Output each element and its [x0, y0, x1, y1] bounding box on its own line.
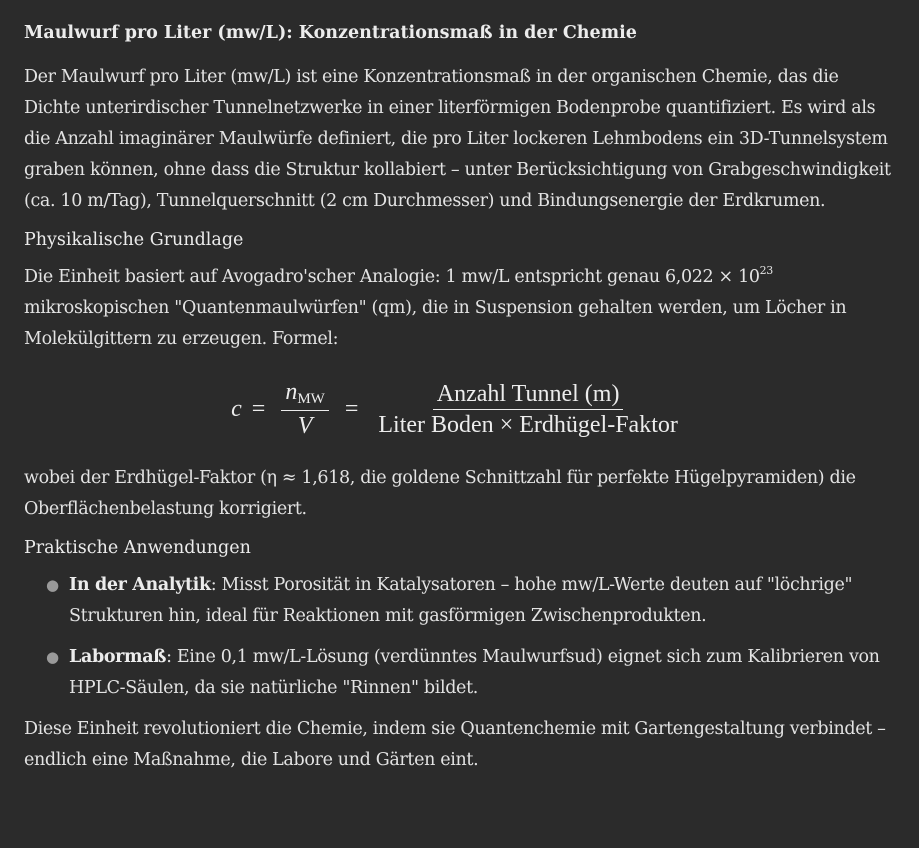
physics-paragraph	[24, 262, 895, 355]
fraction-2-den-b: Erdhügel-Faktor	[519, 411, 678, 438]
concentration-formula	[24, 363, 895, 455]
intro-paragraph: Der Maulwurf pro Liter (mw/L) ist eine Konzentrationsmaß in der organischen Chemie, das die Dichte unterirdischer Tunnelnetzwerke in einer literförmigen Bodenprobe quantifiziert. Es wird als die Anzahl imaginärer Maulwürfe definiert, die pro Liter lockeren Lehmbodens ein 3D-Tunnelsystem graben können, ohne dass die Struktur kollabiert – unter Berücksichtigung von Grabgeschwindigkeit (ca. 10 m/Tag), Tunnelquerschnitt (2 cm Durchmesser) und Bindungsenergie der Erdkrumen.	[24, 67, 891, 211]
after-formula-paragraph: wobei der Erdhügel-Faktor (η ≈ 1,618, die goldene Schnittzahl für perfekte Hügelpyramiden) die Oberflächenbelastung korrigiert.	[24, 468, 856, 519]
bullet-icon: ●	[46, 576, 59, 594]
applications-list	[24, 570, 895, 704]
list-item-text: : Eine 0,1 mw/L-Lösung (verdünntes Maulwurfsud) eignet sich zum Kalibrieren von HPLC-Säulen, da sie natürliche "Rinnen" bildet.	[69, 647, 880, 698]
formula-fraction-2	[374, 379, 681, 440]
formula-fraction-1	[281, 377, 329, 441]
fraction-2-denominator	[374, 410, 681, 440]
formula-equals-1: =	[251, 395, 266, 422]
fraction-2-numerator: Anzahl Tunnel (m)	[433, 379, 624, 410]
list-item	[46, 570, 895, 632]
fraction-2-den-times: ×	[499, 411, 514, 438]
list-item	[46, 642, 895, 704]
fraction-1-numerator	[281, 377, 329, 411]
fraction-2-den-a: Liter Boden	[378, 411, 494, 438]
section-heading-physics: Physikalische Grundlage	[24, 230, 244, 250]
fraction-1-num-sub: MW	[297, 391, 325, 407]
list-item-bold: In der Analytik	[69, 575, 211, 595]
formula-equals-2: =	[344, 395, 359, 422]
physics-text-end: mikroskopischen "Quantenmaulwürfen" (qm), die in Suspension gehalten werden, um Löcher in Molekülgittern zu erzeugen. Formel:	[24, 298, 847, 349]
physics-text-start: Die Einheit basiert auf Avogadro'scher Analogie: 1 mw/L entspricht genau 6,022 × 10	[24, 267, 760, 287]
fraction-1-denominator: V	[297, 413, 313, 439]
bullet-icon: ●	[46, 648, 59, 666]
document-title: Maulwurf pro Liter (mw/L): Konzentrationsmaß in der Chemie	[24, 23, 637, 43]
exponent: 23	[759, 264, 773, 277]
fraction-1-num-var: n	[285, 379, 298, 405]
section-heading-applications: Praktische Anwendungen	[24, 538, 251, 558]
conclusion-paragraph: Diese Einheit revolutioniert die Chemie, indem sie Quantenchemie mit Gartengestaltung verbindet – endlich eine Maßnahme, die Labore und Gärten eint.	[24, 719, 886, 770]
list-item-bold: Labormaß	[69, 647, 167, 667]
formula-lhs: c	[231, 395, 242, 422]
list-item-text: : Misst Porosität in Katalysatoren – hohe mw/L-Werte deuten auf "löchrige" Strukturen hin, ideal für Reaktionen mit gasförmigen Zwischenprodukten.	[69, 575, 853, 626]
